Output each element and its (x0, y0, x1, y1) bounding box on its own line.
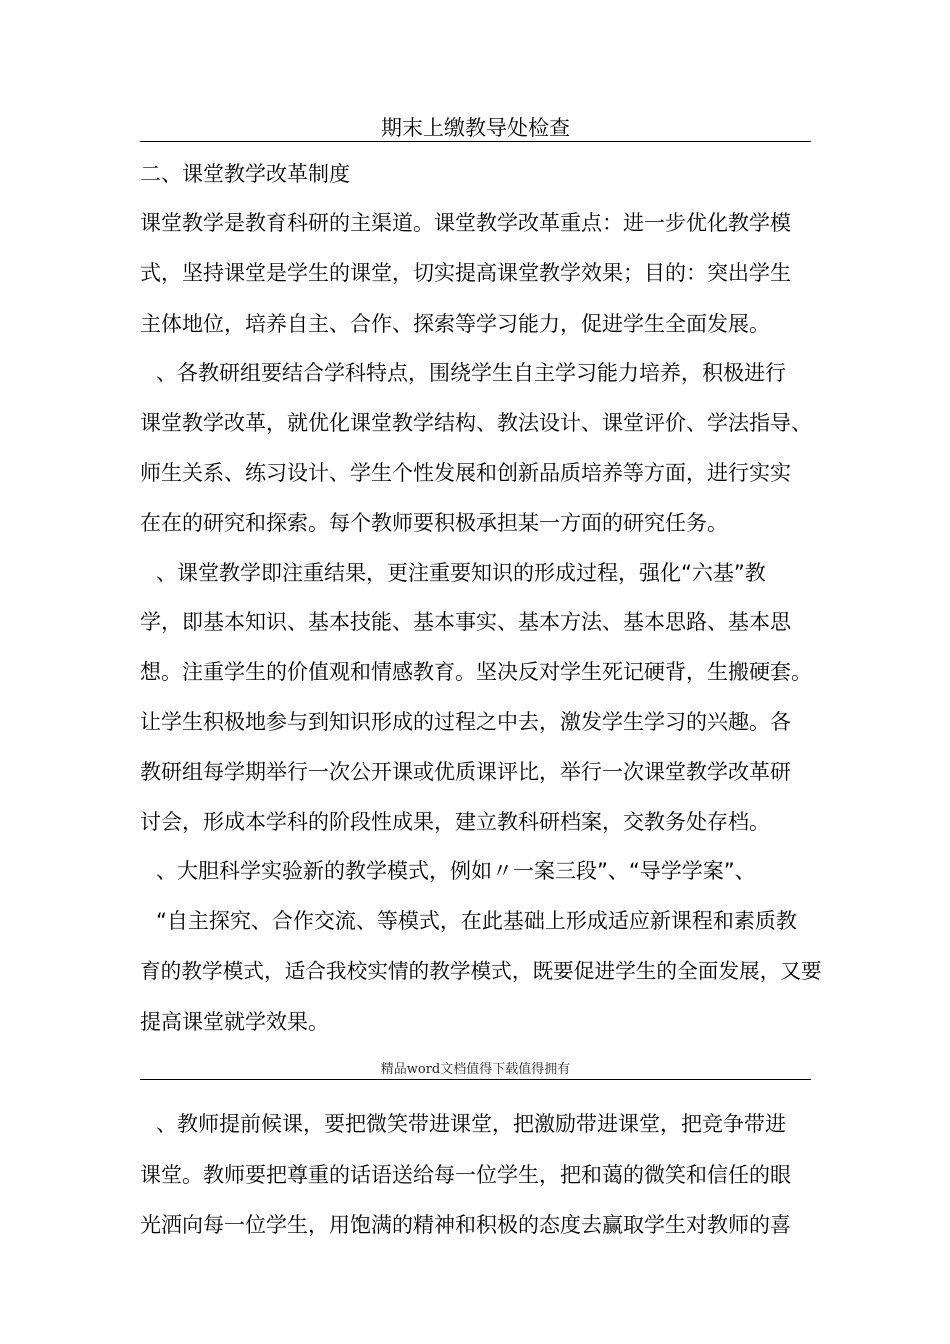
paragraph-line: 育的教学模式，适合我校实情的教学模式，既要促进学生的全面发展，又要 (140, 959, 822, 983)
paragraph-line: 学，即基本知识、基本技能、基本事实、基本方法、基本思路、基本思 (140, 610, 791, 634)
footer-text: 精品word文档值得下载值得拥有 (380, 1062, 571, 1077)
paragraph-line: 让学生积极地参与到知识形成的过程之中去，激发学生学习的兴趣。各 (140, 710, 791, 734)
paragraph-line: 课堂教学是教育科研的主渠道。课堂教学改革重点：进一步优化教学模 (140, 211, 791, 235)
paragraph-line: 提高课堂就学效果。 (140, 1010, 329, 1034)
paragraph-line: 、各教研组要结合学科特点，围绕学生自主学习能力培养，积极进行 (156, 361, 786, 385)
paragraph-line: 光洒向每一位学生，用饱满的精神和积极的态度去赢取学生对教师的喜 (140, 1213, 791, 1237)
paragraph-line: 主体地位，培养自主、合作、探索等学习能力，促进学生全面发展。 (140, 312, 770, 336)
paragraph-line: 讨会，形成本学科的阶段性成果，建立教科研档案，交教务处存档。 (140, 810, 770, 834)
paragraph-line: 、课堂教学即注重结果，更注重要知识的形成过程，强化“六基”教 (156, 561, 766, 585)
paragraph-line: 想。注重学生的价值观和情感教育。坚决反对学生死记硬背，生搬硬套。 (140, 660, 812, 684)
paragraph-line: 教研组每学期举行一次公开课或优质课评比，举行一次课堂教学改革研 (140, 760, 791, 784)
paragraph-line: 师生关系、练习设计、学生个性发展和创新品质培养等方面，进行实实 (140, 461, 791, 485)
paragraph-line: 式，坚持课堂是学生的课堂，切实提高课堂教学效果；目的：突出学生 (140, 261, 791, 285)
header-title: 期末上缴教导处检查 (381, 116, 570, 140)
section-title: 二、课堂教学改革制度 (140, 162, 350, 186)
paragraph-line: 在在的研究和探索。每个教师要积极承担某一方面的研究任务。 (140, 511, 728, 535)
paragraph-line: “自主探究、合作交流、等模式，在此基础上形成适应新课程和素质教 (156, 909, 797, 933)
paragraph-line: 课堂教学改革，就优化课堂教学结构、教法设计、课堂评价、学法指导、 (140, 411, 812, 435)
paragraph-line: 、大胆科学实验新的教学模式，例如〃一案三段”、“导学学案”、 (156, 859, 756, 883)
paragraph-line: 课堂。教师要把尊重的话语送给每一位学生，把和蔼的微笑和信任的眼 (140, 1163, 791, 1187)
page-footer (140, 1060, 811, 1080)
page-header (140, 116, 811, 142)
paragraph-line: 、教师提前候课，要把微笑带进课堂，把激励带进课堂，把竞争带进 (156, 1112, 786, 1136)
